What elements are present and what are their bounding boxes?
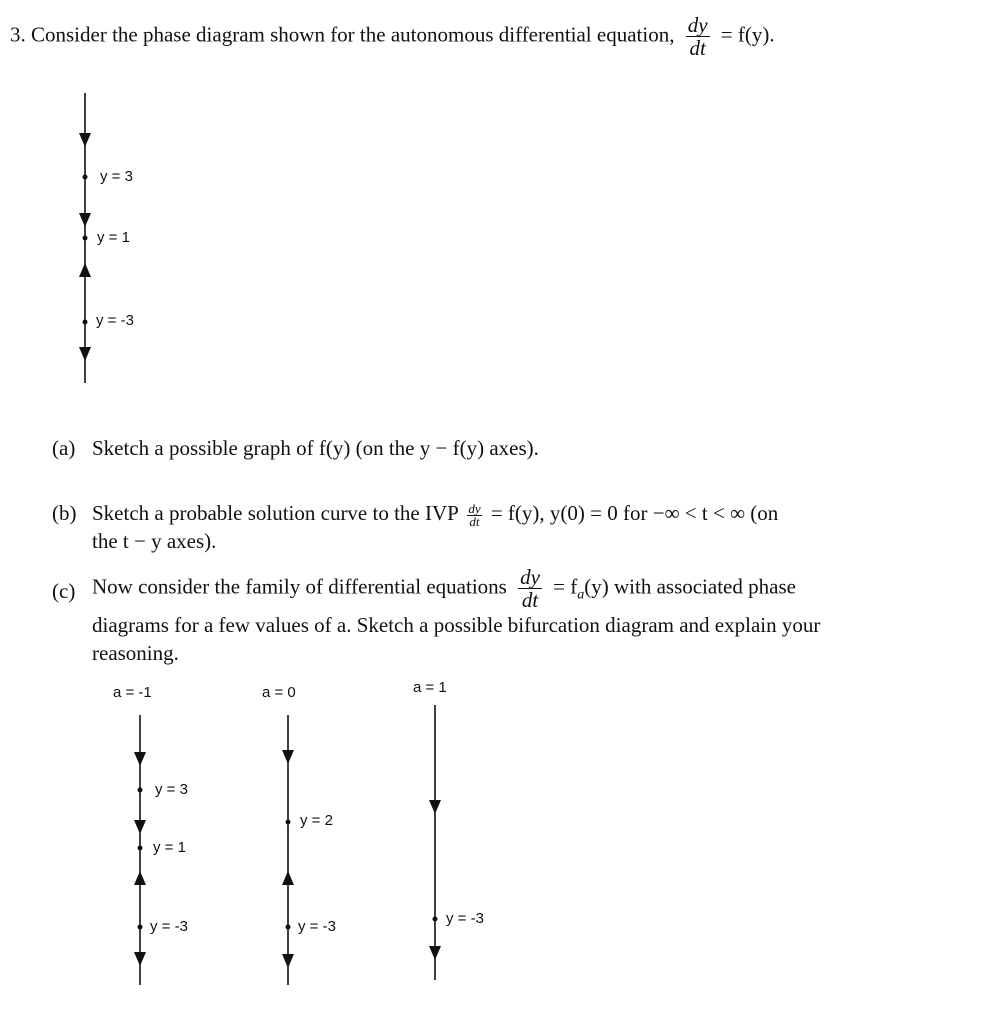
problem-equation-rhs: = f(y).: [720, 22, 775, 47]
fraction-denominator: dt: [521, 588, 539, 612]
equilibrium-label: y = 3: [100, 168, 133, 185]
equilibrium-label: y = -3: [298, 918, 336, 935]
arrow-down-icon: [134, 952, 146, 966]
equilibrium-point: [138, 925, 143, 930]
fraction-denominator: dt: [689, 36, 706, 60]
diagram-title: a = -1: [113, 684, 152, 701]
arrow-down-icon: [79, 133, 91, 147]
arrow-down-icon: [79, 213, 91, 227]
equilibrium-label: y = 2: [300, 812, 333, 829]
fraction-numerator: dy: [468, 500, 481, 516]
arrow-down-icon: [429, 800, 441, 814]
fraction-numerator: dy: [687, 13, 708, 37]
equilibrium-label: y = 3: [155, 781, 188, 798]
problem-derivative-fraction: [686, 14, 710, 59]
arrow-down-icon: [134, 752, 146, 766]
problem-statement: [10, 14, 1000, 59]
part-b-line2: the t − y axes).: [92, 529, 217, 553]
arrow-down-icon: [79, 347, 91, 361]
equilibrium-point: [138, 846, 143, 851]
part-b-label: (b): [52, 501, 77, 525]
fraction-numerator: dy: [520, 565, 540, 589]
equilibrium-label: y = 1: [153, 839, 186, 856]
part-b-text-after: = f(y), y(0) = 0 for −∞ < t < ∞ (on: [490, 501, 779, 525]
arrow-up-icon: [79, 263, 91, 277]
part-c-fraction: [518, 566, 542, 611]
arrow-up-icon: [282, 871, 294, 885]
part-c-line3: reasoning.: [92, 641, 179, 665]
equilibrium-point: [83, 175, 88, 180]
equilibrium-label: y = -3: [150, 918, 188, 935]
part-c-label: (c): [52, 579, 76, 603]
part-c-line1: [92, 566, 796, 611]
arrow-down-icon: [429, 946, 441, 960]
equilibrium-point: [286, 820, 291, 825]
part-b-text-before: Sketch a probable solution curve to the IVP: [92, 501, 459, 525]
arrow-down-icon: [134, 820, 146, 834]
equilibrium-label: y = -3: [96, 312, 134, 329]
problem-intro: Consider the phase diagram shown for the autonomous differential equation,: [31, 22, 675, 47]
part-c-text-before: Now consider the family of differential equations: [92, 574, 507, 599]
equilibrium-point: [83, 236, 88, 241]
part-b-line1: [92, 500, 778, 528]
part-c-text-after2: (y) with associated phase: [584, 574, 796, 599]
part-b-fraction: [467, 500, 481, 529]
equilibrium-point: [138, 788, 143, 793]
phase-diagram-a-0: [273, 710, 313, 990]
fraction-denominator: dt: [469, 513, 480, 529]
part-c-line2: diagrams for a few values of a. Sketch a possible bifurcation diagram and explain your: [92, 613, 821, 637]
phase-diagram-a-1: [420, 700, 460, 990]
arrow-up-icon: [134, 871, 146, 885]
part-c-text-after: = f: [553, 574, 578, 599]
arrow-down-icon: [282, 954, 294, 968]
part-a-label: (a): [52, 436, 76, 460]
problem-number: 3.: [10, 22, 26, 47]
diagram-title: a = 0: [262, 684, 296, 701]
equilibrium-label: y = 1: [97, 229, 130, 246]
part-c-subscript: a: [577, 587, 585, 603]
diagram-title: a = 1: [413, 679, 447, 696]
equilibrium-label: y = -3: [446, 910, 484, 927]
arrow-down-icon: [282, 750, 294, 764]
equilibrium-point: [83, 320, 88, 325]
equilibrium-point: [286, 925, 291, 930]
part-a-text: Sketch a possible graph of f(y) (on the y − f(y) axes).: [92, 436, 539, 460]
equilibrium-point: [433, 917, 438, 922]
